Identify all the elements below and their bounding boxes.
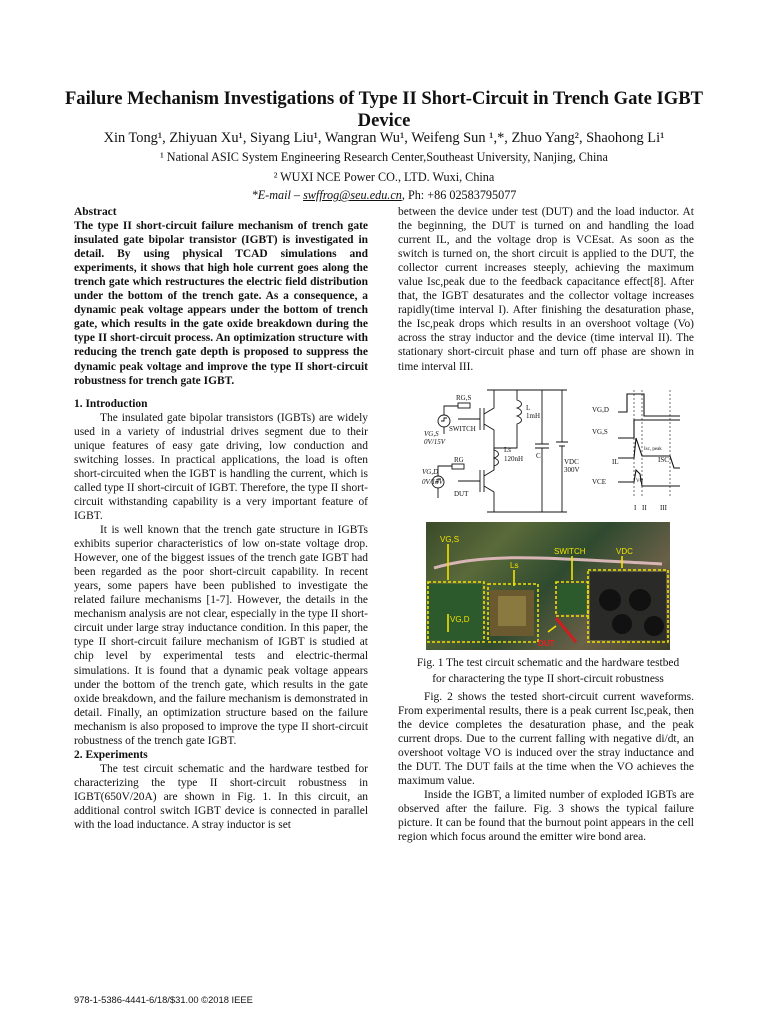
waveform-isc <box>618 438 680 468</box>
wave-label-isc: ISC <box>658 456 669 464</box>
affiliation-2: ² WUXI NCE Power CO., LTD. Wuxi, China <box>273 170 495 184</box>
label-ls: Ls <box>504 446 511 454</box>
introduction-heading: 1. Introduction <box>74 397 148 410</box>
left-column <box>74 205 368 832</box>
email-link[interactable]: swffrog@seu.edu.cn <box>303 188 402 202</box>
label-c: C <box>536 452 541 460</box>
paper-title: Failure Mechanism Investigations of Type II Short-Circuit in Trench Gate IGBT Device <box>64 88 704 131</box>
interval-1: I <box>634 504 637 512</box>
wave-label-vgd: VG,D <box>592 406 609 414</box>
figure-1-caption-line-2: for charactering the type II short-circuit robustness <box>432 673 664 685</box>
wave-label-il: IL <box>612 458 619 466</box>
affiliation-1: ¹ National ASIC System Engineering Research Center,Southeast University, Nanjing, China <box>160 150 608 164</box>
experiments-heading: 2. Experiments <box>74 748 148 761</box>
photo-label-ls: Ls <box>510 561 519 570</box>
label-vgd-source: VG,D <box>422 468 439 476</box>
label-vdc: VDC <box>564 458 579 466</box>
label-l: L <box>526 404 531 412</box>
photo-label-vdc: VDC <box>616 547 633 556</box>
abstract-heading: Abstract <box>74 206 117 218</box>
label-rg: RG <box>454 456 464 464</box>
waveform-vgs <box>618 420 680 438</box>
experiments-paragraph-1: The test circuit schematic and the hardware testbed for characterizing the type II short-circuit robustness in IGBT(650V/20A) are shown in Fig. 1. In this circuit, an additional control switch IGBT device is connected in parallel with the load inductance. A stray inductor is set <box>74 762 368 832</box>
experiments-paragraph-2: between the device under test (DUT) and the load inductor. At the beginning, the DUT is turned on and handling the load current IL, and the voltage drop is VCEsat. As soon as the switch is turned on, the short circuit is applied to the DUT, the collector current increases steeply, achieving the maximum value Isc,peak due to the feedback capacitance effect[8]. After that, the IGBT desaturates and the collector voltage increases rapidly(time interval I). After finishing the desaturation phase, the Isc,peak drops which results in an overshoot voltage (Vo) across the stray inductor and the device (time interval II). The stationary short-circuit phase and turn off phase are shown in time interval III. <box>398 206 694 373</box>
contact-line <box>40 188 728 203</box>
photo-label-dut: DUT <box>538 639 555 648</box>
copyright-footer: 978-1-5386-4441-6/18/$31.00 ©2018 IEEE <box>74 994 253 1005</box>
wave-label-iscpeak: Isc, peak <box>644 447 662 452</box>
phone-number: , Ph: +86 02583795077 <box>401 188 517 202</box>
label-vgd-source-value: 0V/15V <box>422 478 443 486</box>
label-vgs-source: VG,S <box>424 430 439 438</box>
label-rgs: RG,S <box>456 394 472 402</box>
figure-1-caption-line-1: Fig. 1 The test circuit schematic and the hardware testbed <box>416 657 680 669</box>
label-ls-value: 120nH <box>504 455 524 463</box>
label-dut: DUT <box>454 490 469 498</box>
wave-label-vce: VCE <box>592 478 606 486</box>
label-vdc-value: 300V <box>564 466 580 474</box>
label-l-value: 1mH <box>526 412 540 420</box>
waveform-vce <box>618 470 680 486</box>
abstract-body: The type II short-circuit failure mechanism of trench gate insulated gate bipolar transistor (IGBT) is investigated in detail. By using physical TCAD simulations and experiments, it shows that high hole current goes along the trench gate which restructures the electric field distribution under the bottom of the trench gate. As a consequence, a dynamic peak voltage appears under the bottom of trench gate, which results in the gate oxide breakdown during the type II short-circuit process. An optimization structure with reducing the trench gate depth is proposed to suppress the dynamic peak voltage and improve the type II short-circuit robustness for trench gate IGBT. <box>74 220 368 387</box>
introduction-paragraph-1: The insulated gate bipolar transistors (IGBTs) are widely used in a variety of industrial drives segment due to their unique features of easy gate driving, low conduction and switching losses. In practical applications, the load is often short-circuited when the IGBT is handling the current, which is called type II short-circuit of IGBT. Therefore, the type II short-circuit withstanding capability is a very important feature of IGBT. <box>74 411 368 522</box>
right-column-bottom <box>398 690 694 845</box>
photo-label-vgd: VG,D <box>450 615 470 624</box>
photo-label-vgs: VG,S <box>440 535 460 544</box>
experiments-paragraph-3: Fig. 2 shows the tested short-circuit current waveforms. From experimental results, there is a peak current Isc,peak, then the device completes the desaturation phase, and the peak current drops. Due to the current falling with negative di/dt, an overshoot voltage VO is induced over the stray inductance and the DUT. The DUT fails at the time when the VO achieves the maximum value. <box>398 691 694 788</box>
experiments-paragraph-4: Inside the IGBT, a limited number of exploded IGBTs are observed after the failure. Fig. 3 shows the typical failure picture. It can be found that the burnout point appears in the cell region which focus around the emitter wire bond area. <box>398 789 694 844</box>
wave-label-vgs: VG,S <box>592 428 608 436</box>
email-prefix: *E-mail – <box>251 188 304 202</box>
introduction-paragraph-2: It is well known that the trench gate structure in IGBTs exhibits superior characteristics of low on-state voltage drop. However, one of the biggest issues of the trench gate IGBT had been regarded as the poor short-circuit capability. In recent years, some papers have been published to investigate the related failure mechanisms [1-7]. However, the details in the mechanism analysis are not clear, especially in the type II short-circuit under large stray inductance condition. In this paper, the type II short-circuit failure mechanism of IGBT is studied at chip level by experimental tests and electric-thermal simulations. It is found that a dynamic peak voltage appears under the bottom of the trench gate, which results in the gate oxide breakdown, and the failure mechanism is demonstrated in detail. Finally, an optimization structure based on the failure mechanism is also proposed to improve the type II short-circuit robustness of the trench gate IGBT. <box>74 524 368 747</box>
circuit-schematic <box>422 386 698 516</box>
waveform-vgd <box>618 394 680 416</box>
author-list: Xin Tong¹, Zhiyuan Xu¹, Siyang Liu¹, Wangran Wu¹, Weifeng Sun ¹,*, Zhuo Yang², Shaohong Li¹ <box>103 130 665 146</box>
label-vgs-source-value: 0V/15V <box>424 438 445 446</box>
right-column-top <box>398 205 694 374</box>
label-switch: SWITCH <box>449 425 476 433</box>
testbed-photo <box>426 522 670 650</box>
wave-label-vo: VO <box>636 479 644 484</box>
photo-label-switch: SWITCH <box>554 547 586 556</box>
interval-3: III <box>660 504 667 512</box>
interval-2: II <box>642 504 647 512</box>
